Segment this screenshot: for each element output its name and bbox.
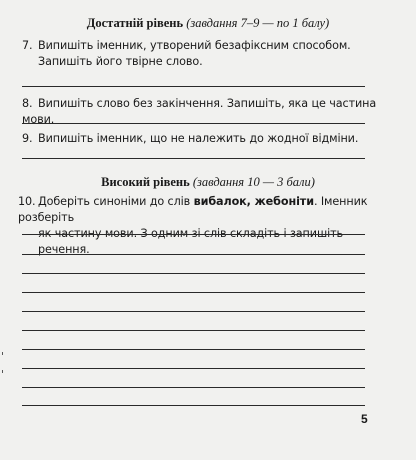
task-number: 7. xyxy=(22,39,33,52)
answer-line[interactable] xyxy=(22,387,365,388)
answer-line[interactable] xyxy=(22,234,365,235)
task-keywords: вибалок, жебоніти xyxy=(193,195,314,208)
task-text: Доберіть синоніми до слів xyxy=(38,195,194,208)
section-note: (завдання 7–9 — по 1 балу) xyxy=(186,16,330,30)
task-text-continued: Запишіть його твірне слово. xyxy=(38,55,203,68)
section-title-high xyxy=(0,175,416,190)
section-heading: Достатній рівень xyxy=(86,16,184,30)
binding-mark xyxy=(2,352,3,355)
answer-line[interactable] xyxy=(22,254,365,255)
task-10 xyxy=(18,194,398,258)
section-note: (завдання 10 — 3 бали) xyxy=(192,175,315,189)
task-text: . Іменник розберіть xyxy=(18,195,368,224)
answer-line[interactable] xyxy=(22,330,365,331)
answer-line[interactable] xyxy=(22,86,365,87)
task-number: 9. xyxy=(22,132,33,145)
task-7 xyxy=(22,38,402,70)
task-text: Випишіть слово без закінчення. Запишіть, яка це частина мови. xyxy=(22,97,377,126)
task-text: Випишіть іменник, утворений безафіксним способом. xyxy=(38,39,351,52)
task-9 xyxy=(22,131,402,147)
answer-line[interactable] xyxy=(22,405,365,406)
binding-mark xyxy=(2,370,3,373)
task-number: 8. xyxy=(22,97,33,110)
answer-line[interactable] xyxy=(22,273,365,274)
answer-line[interactable] xyxy=(22,349,365,350)
answer-line[interactable] xyxy=(22,123,365,124)
task-number: 10. xyxy=(18,195,36,208)
answer-line[interactable] xyxy=(22,292,365,293)
page-number: 5 xyxy=(361,412,368,426)
task-text: Випишіть іменник, що не належить до жодної відміни. xyxy=(38,132,359,145)
section-title-sufficient xyxy=(0,16,416,31)
section-heading: Високий рівень xyxy=(101,175,190,189)
answer-line[interactable] xyxy=(22,368,365,369)
answer-line[interactable] xyxy=(22,158,365,159)
answer-line[interactable] xyxy=(22,311,365,312)
task-text-continued: як частину мови. З одним зі слів складіть і запишіть речення. xyxy=(38,227,343,256)
